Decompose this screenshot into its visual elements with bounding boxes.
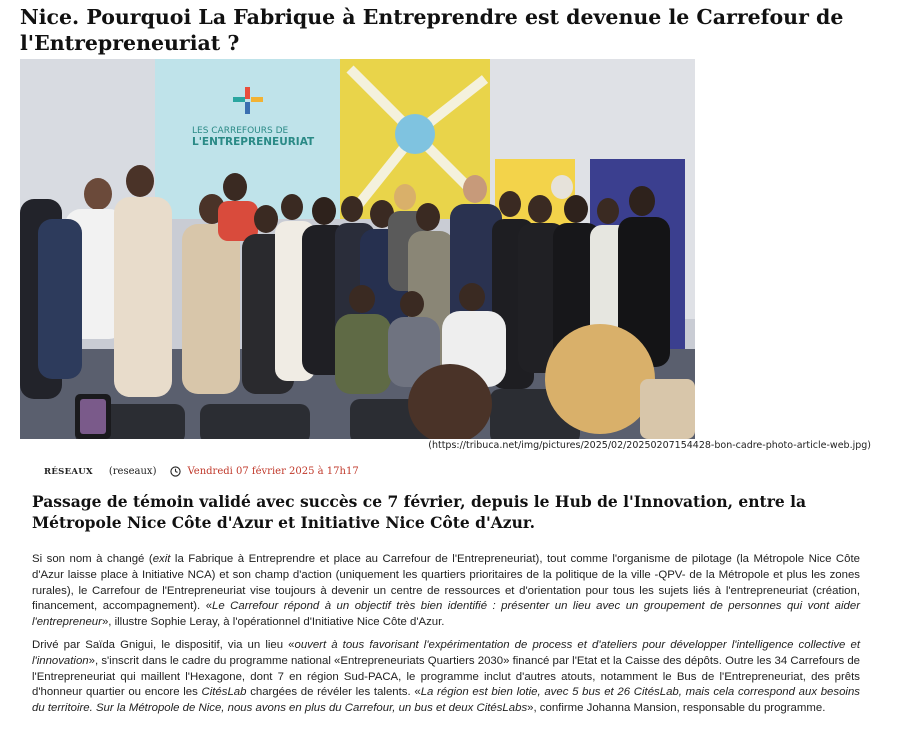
publish-date: Vendredi 07 février 2025 à 17h17 [187,466,359,477]
paragraph-1: Si son nom à changé (exit la Fabrique à Entreprendre et place au Carrefour de l'Entrepreneuriat), tout comme l'organisme de pilotage (la Métropole Nice Côte d'Azur laisse place à Initiative NCA) et son champ d'action (uniquement les quartiers prioritaires de la politique de la ville -QPV- de la Métropole et plus les zones rurales), le Carrefour de l'Entrepreneuriat vise toujours à devenir un centre de ressources et d'orientation pour tous les sujets liés à l'entrepreneuriat (création, financement, accompagnement). «Le Carrefour répond à un objectif très bien identifié : présenter un lieu avec un groupement de personnes qui vont aider l'entrepreneur», illustre Sophie Leray, à l'opérationnel d'Initiative Nice Côte d'Azur. [32,553,860,629]
image-caption[interactable]: (https://tribuca.net/img/pictures/2025/02/20250207154428-bon-cadre-photo-article-web.jpg) [428,440,871,451]
group-photo-illustration [20,59,695,439]
clock-icon [170,466,181,477]
article-lead: Passage de témoin validé avec succès ce 7 février, depuis le Hub de l'Innovation, entre la Métropole Nice Côte d'Azur et Initiative Nice Côte d'Azur. [32,492,807,532]
screen-text-line2: L'ENTREPRENEURIAT [192,136,315,148]
paragraph-2: Drivé par Saïda Gnigui, le dispositif, via un lieu «ouvert à tous favorisant l'expérimentation de process et d'ateliers pour développer l'intelligence collective et l'innovation», s'inscrit dans le cadre du programme national «Entrepreneuriats Quartiers 2030» financé par l'Etat et la Caisse des dépôts. Outre les 34 Carrefours de l'Entrepreneuriat qui maillent l'Hexagone, dont 7 en région Sud-PACA, le programme inclut d'autres atouts, notamment le Bus de l'Entrepreneuriat, des prêts d'honneur quartier ou encore les CitésLab chargées de révéler les talents. «La région est bien lotie, avec 5 bus et 26 CitésLab, mais cela correspond aux besoins du territoire. Sur la Métropole de Nice, nous avons en plus du Carrefour, un bus et deux CitésLabs», confirme Johanna Mansion, responsable du programme. [32,638,860,715]
article-body [32,552,860,724]
article-meta [44,466,359,477]
screen-text-line1: LES CARREFOURS DE [192,126,289,136]
article-title: Nice. Pourquoi La Fabrique à Entreprendre est devenue le Carrefour de l'Entrepreneuriat ? [20,5,844,55]
article-photo[interactable] [20,59,695,439]
category-sub: (reseaux) [108,466,157,477]
category-label[interactable]: RÉSEAUX [44,466,93,477]
